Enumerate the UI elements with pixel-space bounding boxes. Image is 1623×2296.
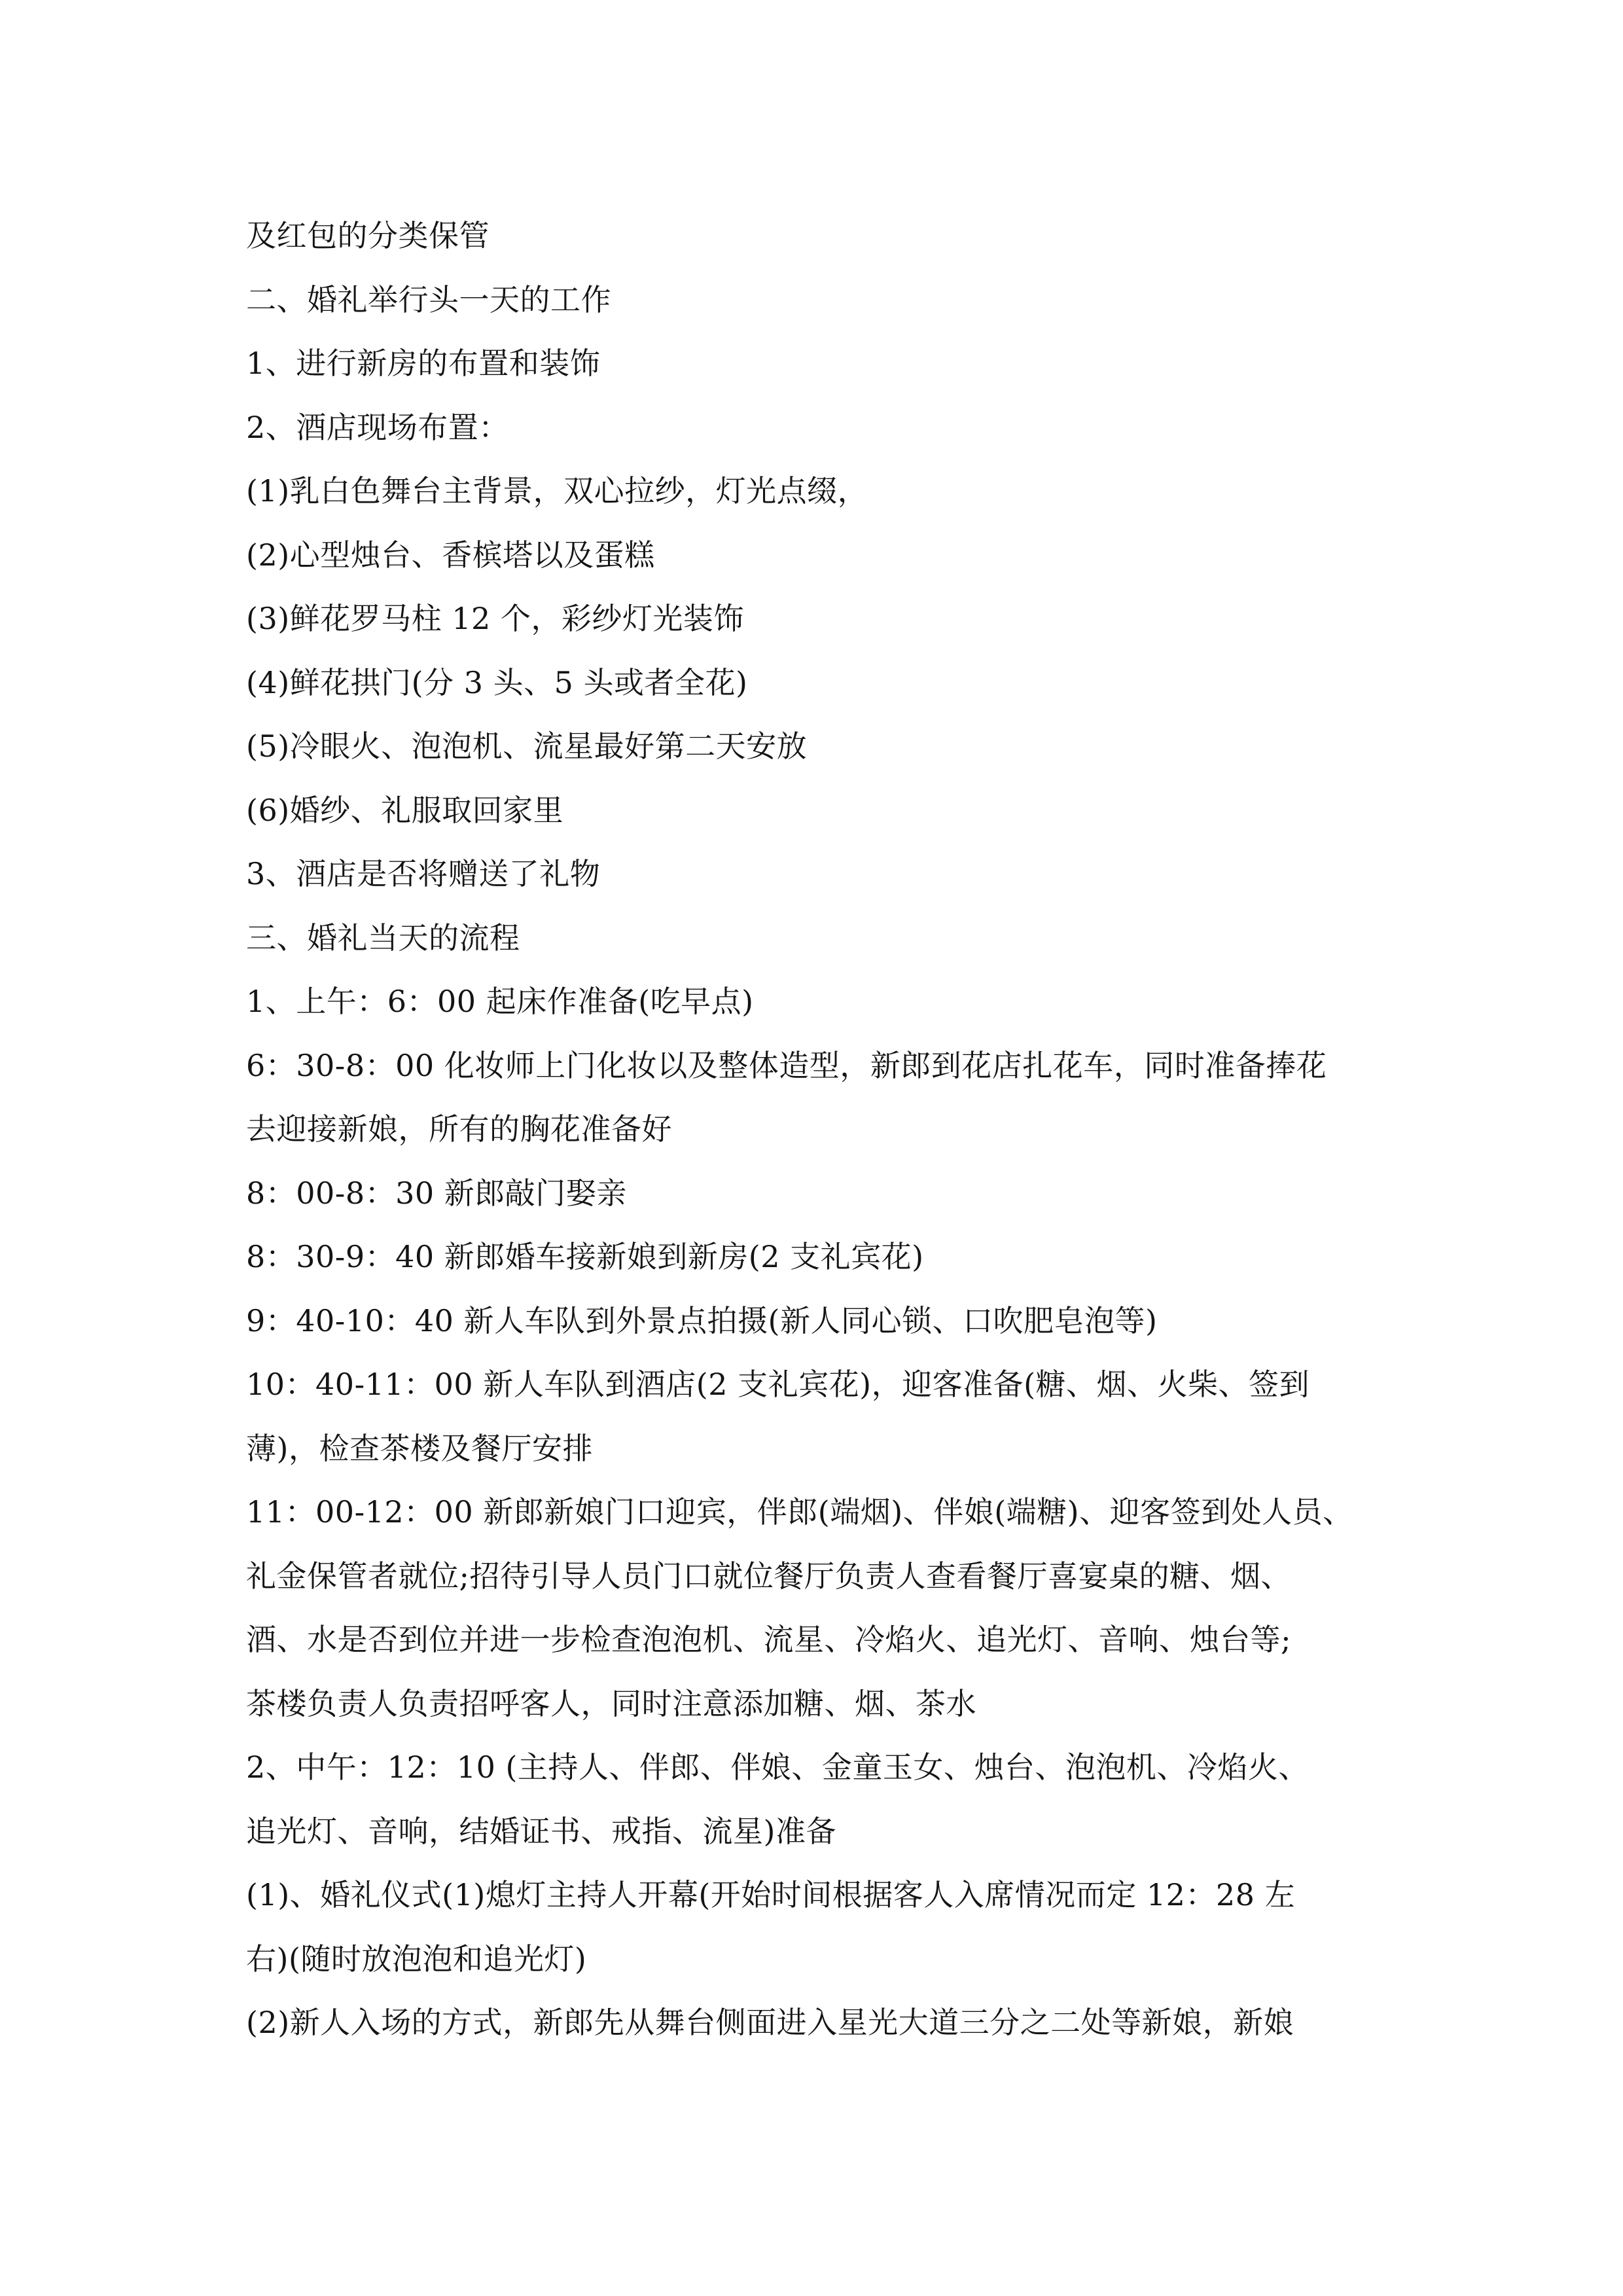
section-heading: 三、婚礼当天的流程 bbox=[246, 920, 520, 956]
list-item: (6)婚纱、礼服取回家里 bbox=[246, 792, 564, 828]
text-line: 11：00-12：00 新郎新娘门口迎宾，伴郎(端烟)、伴娘(端糖)、迎客签到处人员、 bbox=[246, 1494, 1353, 1530]
text-line: 10：40-11：00 新人车队到酒店(2 支礼宾花)，迎客准备(糖、烟、火柴、签到 bbox=[246, 1367, 1310, 1402]
text-line: 1、进行新房的布置和装饰 bbox=[246, 346, 601, 381]
text-line: 6：30-8：00 化妆师上门化妆以及整体造型，新郎到花店扎花车，同时准备捧花 bbox=[246, 1047, 1327, 1083]
document-body bbox=[246, 204, 1381, 2055]
text-line: 8：00-8：30 新郎敲门娶亲 bbox=[246, 1175, 627, 1211]
list-item: (1)乳白色舞台主背景，双心拉纱，灯光点缀， bbox=[246, 473, 868, 509]
text-line: 茶楼负责人负责招呼客人，同时注意添加糖、烟、茶水 bbox=[246, 1685, 976, 1721]
text-line: 右)(随时放泡泡和追光灯) bbox=[246, 1941, 587, 1977]
text-line: (1)、婚礼仪式(1)熄灯主持人开幕(开始时间根据客人入席情况而定 12：28 左 bbox=[246, 1877, 1296, 1912]
text-line: 礼金保管者就位;招待引导人员门口就位餐厅负责人查看餐厅喜宴桌的糖、烟、 bbox=[246, 1558, 1291, 1594]
list-item: (2)心型烛台、香槟塔以及蛋糕 bbox=[246, 537, 655, 573]
text-line: 2、酒店现场布置： bbox=[246, 409, 509, 445]
text-line: 酒、水是否到位并进一步检查泡泡机、流星、冷焰火、追光灯、音响、烛台等; bbox=[246, 1622, 1291, 1657]
text-line: 薄)，检查茶楼及餐厅安排 bbox=[246, 1430, 593, 1466]
text-line: 去迎接新娘，所有的胸花准备好 bbox=[246, 1111, 672, 1147]
text-line: 3、酒店是否将赠送了礼物 bbox=[246, 856, 601, 891]
text-line: 9：40-10：40 新人车队到外景点拍摄(新人同心锁、口吹肥皂泡等) bbox=[246, 1302, 1158, 1338]
text-line: 及红包的分类保管 bbox=[246, 218, 490, 253]
text-line: 1、上午：6：00 起床作准备(吃早点) bbox=[246, 984, 754, 1019]
list-item: (5)冷眼火、泡泡机、流星最好第二天安放 bbox=[246, 728, 808, 764]
text-line: (2)新人入场的方式，新郎先从舞台侧面进入星光大道三分之二处等新娘，新娘 bbox=[246, 2005, 1294, 2040]
list-item: (3)鲜花罗马柱 12 个，彩纱灯光装饰 bbox=[246, 601, 744, 636]
text-line: 追光灯、音响，结婚证书、戒指、流星)准备 bbox=[246, 1813, 836, 1849]
text-line: 2、中午：12：10 (主持人、伴郎、伴娘、金童玉女、烛台、泡泡机、冷焰火、 bbox=[246, 1749, 1309, 1785]
list-item: (4)鲜花拱门(分 3 头、5 头或者全花) bbox=[246, 664, 748, 700]
section-heading: 二、婚礼举行头一天的工作 bbox=[246, 281, 611, 317]
text-line: 8：30-9：40 新郎婚车接新娘到新房(2 支礼宾花) bbox=[246, 1239, 924, 1274]
